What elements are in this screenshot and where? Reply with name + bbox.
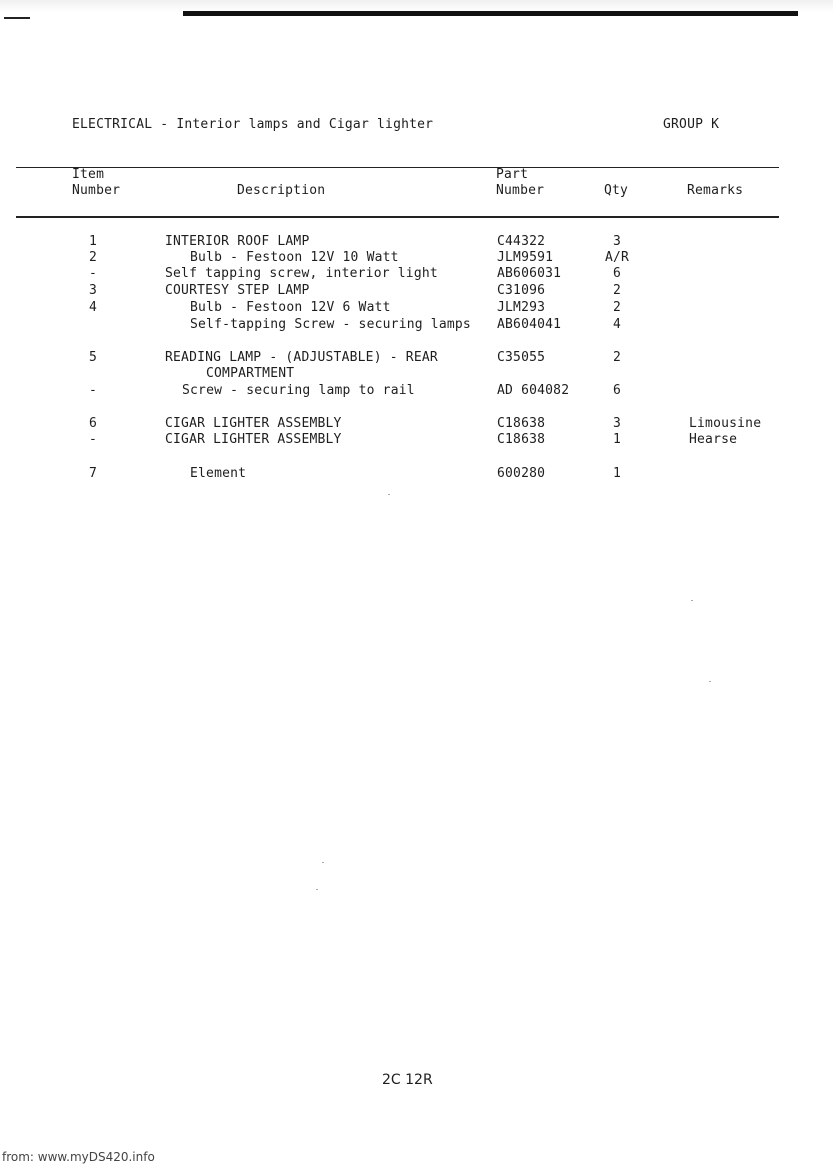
table-row [0, 416, 833, 432]
quantity: 2 [613, 283, 622, 298]
scan-top-line [183, 11, 798, 16]
item-number: - [89, 432, 98, 447]
quantity: A/R [605, 250, 630, 265]
part-number: C35055 [497, 350, 546, 365]
scan-speck [691, 600, 693, 601]
table-row [0, 466, 833, 482]
part-number: C44322 [497, 234, 546, 249]
table-row [0, 266, 833, 282]
item-description-continuation: COMPARTMENT [206, 366, 295, 381]
column-header-part-line1: Part [496, 167, 529, 182]
item-description: Element [190, 466, 247, 481]
group-label: GROUP K [663, 117, 720, 132]
item-description: Bulb - Festoon 12V 10 Watt [190, 250, 399, 265]
quantity: 3 [613, 234, 622, 249]
part-number: AB606031 [497, 266, 562, 281]
remarks: Limousine [689, 416, 762, 431]
quantity: 2 [613, 350, 622, 365]
scan-speck [316, 889, 318, 890]
table-row [0, 432, 833, 448]
item-description: INTERIOR ROOF LAMP [165, 234, 310, 249]
item-description: CIGAR LIGHTER ASSEMBLY [165, 432, 342, 447]
table-row [0, 300, 833, 316]
item-number: 6 [89, 416, 98, 431]
remarks: Hearse [689, 432, 738, 447]
quantity: 1 [613, 432, 622, 447]
item-number: 7 [89, 466, 98, 481]
item-number: - [89, 266, 98, 281]
scan-speck [322, 862, 324, 863]
part-number: JLM293 [497, 300, 546, 315]
part-number: AB604041 [497, 317, 562, 332]
quantity: 6 [613, 266, 622, 281]
page-title: ELECTRICAL - Interior lamps and Cigar lighter [72, 117, 434, 132]
table-row [0, 383, 833, 399]
column-header-item-line2: Number [72, 183, 121, 198]
scan-speck [388, 494, 390, 495]
quantity: 4 [613, 317, 622, 332]
column-header-remarks: Remarks [687, 183, 744, 198]
scan-speck [709, 681, 711, 682]
column-header-part-line2: Number [496, 183, 545, 198]
column-header-qty: Qty [604, 183, 629, 198]
item-number: - [89, 383, 98, 398]
part-number: C18638 [497, 416, 546, 431]
table-header-rule [16, 216, 779, 218]
column-header-item-line1: Item [72, 167, 105, 182]
table-row [0, 283, 833, 299]
quantity: 1 [613, 466, 622, 481]
table-top-rule [16, 167, 779, 168]
quantity: 2 [613, 300, 622, 315]
table-row [0, 317, 833, 333]
table-row-continuation [0, 366, 833, 382]
item-number: 4 [89, 300, 98, 315]
table-row [0, 234, 833, 250]
part-number: 600280 [497, 466, 546, 481]
source-watermark: from: www.myDS420.info [2, 1150, 155, 1164]
quantity: 3 [613, 416, 622, 431]
item-description: Screw - securing lamp to rail [182, 383, 415, 398]
part-number: AD 604082 [497, 383, 570, 398]
part-number: JLM9591 [497, 250, 554, 265]
table-row [0, 250, 833, 266]
scan-corner-mark [4, 17, 30, 19]
item-description: Self-tapping Screw - securing lamps [190, 317, 471, 332]
item-description: Bulb - Festoon 12V 6 Watt [190, 300, 391, 315]
item-description: CIGAR LIGHTER ASSEMBLY [165, 416, 342, 431]
page-number: 2C 12R [382, 1072, 433, 1088]
part-number: C31096 [497, 283, 546, 298]
table-row [0, 350, 833, 366]
part-number: C18638 [497, 432, 546, 447]
item-description: Self tapping screw, interior light [165, 266, 438, 281]
column-header-description: Description [237, 183, 326, 198]
item-description: COURTESY STEP LAMP [165, 283, 310, 298]
item-description: READING LAMP - (ADJUSTABLE) - REAR [165, 350, 438, 365]
quantity: 6 [613, 383, 622, 398]
item-number: 5 [89, 350, 98, 365]
item-number: 3 [89, 283, 98, 298]
item-number: 2 [89, 250, 98, 265]
item-number: 1 [89, 234, 98, 249]
